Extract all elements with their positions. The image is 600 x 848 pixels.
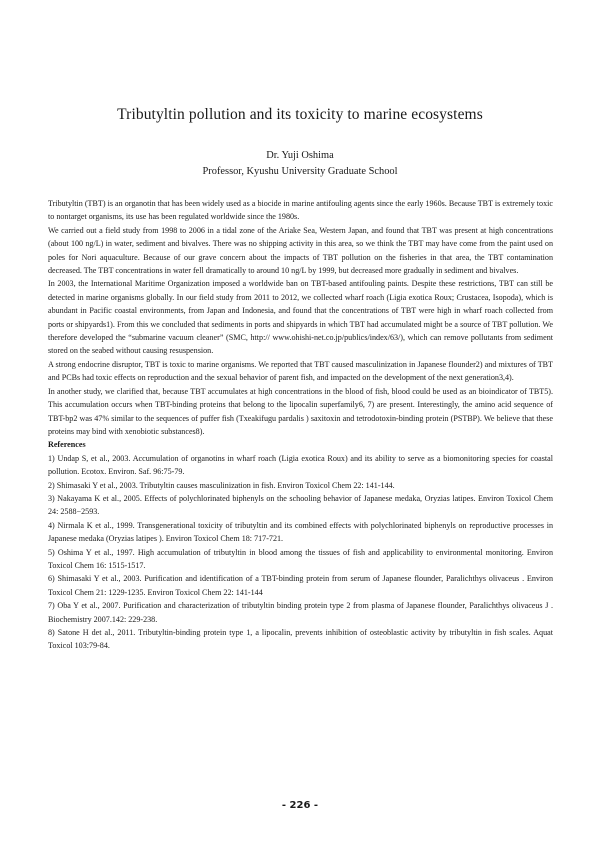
reference-item: 5) Oshima Y et al., 1997. High accumulation of tributyltin in blood among the tissues of fish and applicability to environmental monitoring. Environ Toxicol Chem 16: 1515-1517. [48, 547, 553, 570]
document-body [48, 197, 553, 653]
body-paragraph: Tributyltin (TBT) is an organotin that has been widely used as a biocide in marine antifouling agents since the early 1960s. Because TBT is extremely toxic to nontarget organisms, its use has been regulated worldwide since the 1980s. [48, 199, 553, 222]
body-paragraph: A strong endocrine disruptor, TBT is toxic to marine organisms. We reported that TBT caused masculinization in Japanese flounder2) and mixtures of TBT and PCBs had toxic effects on reproduction and the sexual behavior of parent fish, and impacted on the development of the next generation3,4). [48, 359, 553, 383]
body-paragraph: In 2003, the International Maritime Organization imposed a worldwide ban on TBT-based antifouling paints. Despite these restrictions, TBT can still be detected in marine organisms globally. In our field study from 2011 to 2012, we collected wharf roach (Ligia exotica Roux; Crustacea, Isopoda), which is abundant in Pacific coastal environments, from Japan and Indonesia, and found that the concentrations of TBT were high in wharf roach collected from ports or shipyards1). From this we concluded that sediments in ports and shipyards in which TBT had accumulated might be a source of TBT pollution. We therefore developed the “submarine vacuum cleaner” (SMC, http:// www.ohishi-net.co.jp/publics/index/63/), which can remove pollutants from sediment stored on the seabed without causing resuspension. [48, 279, 553, 356]
author-affiliation: Professor, Kyushu University Graduate School [202, 166, 398, 177]
author-block [0, 148, 600, 180]
reference-item: 1) Undap S, et al., 2003. Accumulation of organotins in wharf roach (Ligia exotica Roux) and its ability to serve as a biomonitoring species for coastal pollution. Ecotox. Environ. Saf. 96:75-79. [48, 453, 553, 477]
reference-item: 8) Satone H det al., 2011. Tributyltin-binding protein type 1, a lipocalin, prevents inhibition of osteoblastic activity by tributyltin in fish scales. Aquat Toxicol 103:79-84. [48, 628, 553, 651]
reference-item: 4) Nirmala K et al., 1999. Transgenerational toxicity of tributyltin and its combined effects with polychlorinated biphenyls on reproductive processes in Japanese medaka (Oryzias latipes ). Environ Toxicol Chem 18: 717-721. [48, 520, 553, 544]
reference-item: 6) Shimasaki Y et al., 2003. Purification and identification of a TBT-binding protein from serum of Japanese flounder, Paralichthys olivaceus . Environ Toxicol Chem 21: 1229-1235. Environ Toxicol Chem 22: 141-144 [48, 574, 553, 597]
author-name: Dr. Yuji Oshima [266, 150, 334, 161]
page-number: - 226 - [281, 800, 319, 811]
document-title: Tributyltin pollution and its toxicity to marine ecosystems [117, 106, 483, 123]
body-paragraph: In another study, we clarified that, because TBT accumulates at high concentrations in the blood of fish, blood could be used as an bioindicator of TBT5). This accumulation occurs when TBT-binding proteins that belong to the lipocalin superfamily6, 7) are present. Interestingly, the amino acid sequence of TBT-bp2 was 47% similar to the sequences of puffer fish (Txeakifugu pardalis ) saxitoxin and tetrodotoxin-binding protein (PSTBP). We believe that these proteins may bind with xenobiotic substances8). [48, 386, 553, 436]
body-paragraph: We carried out a field study from 1998 to 2006 in a tidal zone of the Ariake Sea, Western Japan, and found that TBT was present at high concentrations (about 100 ng/L) in water, sediment and bivalves. There was no shipping activity in this area, so we think the TBT may have come from the paint used on poles for Nori aquaculture. Because of our grave concern about the impacts of TBT pollution on the fisheries in that area, the TBT contamination decreased. The TBT concentrations in water fell dramatically to around 10 ng/L by 1999, but decreased more gradually in sediment and bivalves. [48, 225, 553, 276]
reference-item: 3) Nakayama K et al., 2005. Effects of polychlorinated biphenyls on the schooling behavior of Japanese medaka, Oryzias latipes. Environ Toxicol Chem 24: 2588−2593. [48, 493, 553, 517]
references-heading: References [48, 440, 86, 450]
reference-item: 7) Oba Y et al., 2007. Purification and characterization of tributyltin binding protein type 2 from plasma of Japanese flounder, Paralichthys olivaceus J . Biochemistry 2007.142: 229-238. [48, 601, 553, 624]
reference-item: 2) Shimasaki Y et al., 2003. Tributyltin causes masculinization in fish. Environ Toxicol Chem 22: 141-144. [48, 480, 395, 490]
